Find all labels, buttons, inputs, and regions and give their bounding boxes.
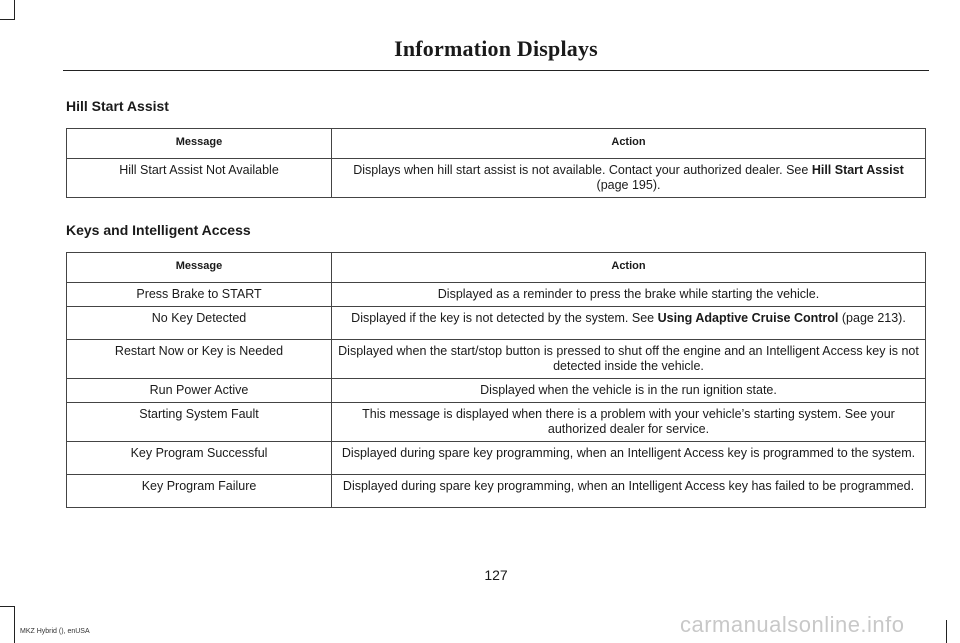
action-cell: Displayed as a reminder to press the brake while starting the vehicle. xyxy=(332,283,926,307)
table-header-row xyxy=(67,253,926,283)
watermark: carmanualsonline.info xyxy=(680,612,905,637)
table-header-row xyxy=(67,129,926,159)
message-cell: Starting System Fault xyxy=(67,403,332,442)
page-reference: (page 213). xyxy=(838,311,906,325)
column-header-action: Action xyxy=(332,129,926,159)
action-cell: Displayed during spare key programming, when an Intelligent Access key has failed to be programmed. xyxy=(332,475,926,508)
column-header-message: Message xyxy=(67,129,332,159)
page-header-title: Information Displays xyxy=(394,36,598,61)
table-row xyxy=(67,442,926,475)
table-row xyxy=(67,379,926,403)
table-row xyxy=(67,159,926,198)
column-header-message: Message xyxy=(67,253,332,283)
section-heading-hill-start-assist: Hill Start Assist xyxy=(66,98,169,114)
message-cell: No Key Detected xyxy=(67,307,332,340)
action-cell: Displayed when the vehicle is in the run ignition state. xyxy=(332,379,926,403)
crop-mark-top-left-vertical xyxy=(14,0,15,20)
message-cell: Key Program Failure xyxy=(67,475,332,508)
document-id: MKZ Hybrid (), enUSA xyxy=(20,628,90,635)
cross-reference-link[interactable]: Using Adaptive Cruise Control xyxy=(657,311,839,325)
table-row xyxy=(67,283,926,307)
page-reference: (page 195). xyxy=(596,178,661,192)
keys-intelligent-access-table xyxy=(66,252,926,508)
action-cell: Displayed when the start/stop button is pressed to shut off the engine and an Intelligent Access key is not detected inside the vehicle. xyxy=(332,340,926,379)
message-cell: Key Program Successful xyxy=(67,442,332,475)
cross-reference-link[interactable]: Hill Start Assist xyxy=(811,163,904,177)
action-cell: Displayed during spare key programming, when an Intelligent Access key is programmed to the system. xyxy=(332,442,926,475)
crop-mark-top-left-horizontal xyxy=(0,19,15,20)
hill-start-assist-table xyxy=(66,128,926,198)
message-cell: Press Brake to START xyxy=(67,283,332,307)
message-cell: Run Power Active xyxy=(67,379,332,403)
header-rule xyxy=(63,70,929,71)
action-cell xyxy=(332,159,926,198)
section-heading-keys-intelligent-access: Keys and Intelligent Access xyxy=(66,222,251,238)
action-text: Displayed if the key is not detected by the system. See xyxy=(351,311,658,325)
crop-mark-bottom-left-horizontal xyxy=(0,606,15,607)
message-cell: Restart Now or Key is Needed xyxy=(67,340,332,379)
table-row xyxy=(67,307,926,340)
crop-mark-bottom-right-vertical xyxy=(946,620,947,643)
message-cell: Hill Start Assist Not Available xyxy=(67,159,332,198)
table-row xyxy=(67,403,926,442)
column-header-action: Action xyxy=(332,253,926,283)
page-number: 127 xyxy=(484,567,508,583)
table-row xyxy=(67,475,926,508)
action-cell xyxy=(332,307,926,340)
action-cell: This message is displayed when there is a problem with your vehicle’s starting system. See your authorized dealer for service. xyxy=(332,403,926,442)
crop-mark-bottom-left-vertical xyxy=(14,606,15,643)
action-text: Displays when hill start assist is not available. Contact your authorized dealer. See xyxy=(353,163,812,177)
table-row xyxy=(67,340,926,379)
